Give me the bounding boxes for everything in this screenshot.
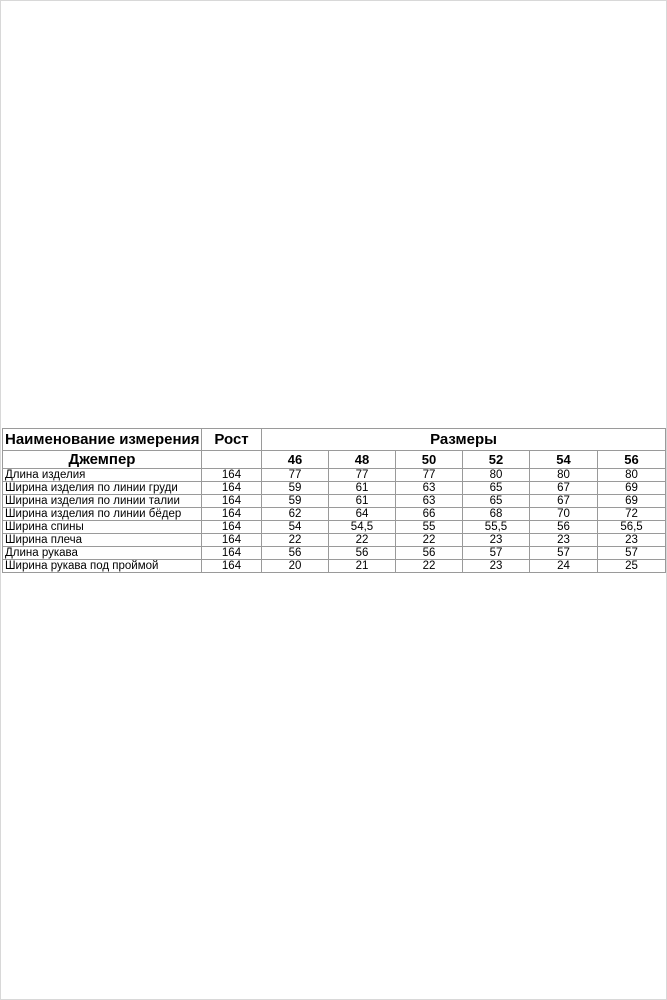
size-value: 80 [598, 469, 666, 482]
size-label: 52 [463, 451, 530, 469]
height-value: 164 [202, 534, 262, 547]
size-value: 77 [262, 469, 329, 482]
measure-label: Ширина изделия по линии груди [3, 482, 202, 495]
height-value: 164 [202, 508, 262, 521]
size-value: 22 [329, 534, 396, 547]
size-label: 48 [329, 451, 396, 469]
size-value: 22 [396, 534, 463, 547]
measure-label: Ширина изделия по линии бёдер [3, 508, 202, 521]
size-value: 63 [396, 495, 463, 508]
measure-label: Ширина изделия по линии талии [3, 495, 202, 508]
size-value: 24 [530, 560, 598, 573]
size-value: 69 [598, 482, 666, 495]
table-row [3, 560, 666, 573]
size-value: 23 [530, 534, 598, 547]
empty-height-cell [202, 451, 262, 469]
size-value: 61 [329, 495, 396, 508]
table-subheader-row [3, 451, 666, 469]
size-value: 23 [463, 560, 530, 573]
size-value: 55 [396, 521, 463, 534]
height-value: 164 [202, 521, 262, 534]
size-value: 64 [329, 508, 396, 521]
size-value: 23 [598, 534, 666, 547]
size-value: 72 [598, 508, 666, 521]
size-value: 22 [396, 560, 463, 573]
size-value: 80 [463, 469, 530, 482]
table-row [3, 521, 666, 534]
size-label: 46 [262, 451, 329, 469]
size-value: 59 [262, 482, 329, 495]
height-value: 164 [202, 560, 262, 573]
size-value: 70 [530, 508, 598, 521]
size-value: 61 [329, 482, 396, 495]
table-row [3, 482, 666, 495]
table-header-row [3, 429, 666, 451]
measure-label: Ширина плеча [3, 534, 202, 547]
size-value: 54,5 [329, 521, 396, 534]
table-row [3, 547, 666, 560]
size-value: 22 [262, 534, 329, 547]
size-value: 56 [530, 521, 598, 534]
size-value: 68 [463, 508, 530, 521]
size-value: 54 [262, 521, 329, 534]
size-value: 65 [463, 495, 530, 508]
size-value: 65 [463, 482, 530, 495]
size-value: 63 [396, 482, 463, 495]
height-value: 164 [202, 482, 262, 495]
size-value: 55,5 [463, 521, 530, 534]
measure-label: Ширина рукава под проймой [3, 560, 202, 573]
table-row [3, 495, 666, 508]
size-value: 25 [598, 560, 666, 573]
size-value: 67 [530, 482, 598, 495]
size-value: 59 [262, 495, 329, 508]
size-chart-table [2, 428, 666, 573]
size-value: 57 [598, 547, 666, 560]
size-value: 57 [530, 547, 598, 560]
height-value: 164 [202, 547, 262, 560]
size-value: 23 [463, 534, 530, 547]
size-value: 56 [262, 547, 329, 560]
size-label: 50 [396, 451, 463, 469]
measure-label: Длина рукава [3, 547, 202, 560]
size-value: 21 [329, 560, 396, 573]
height-value: 164 [202, 469, 262, 482]
size-value: 20 [262, 560, 329, 573]
size-value: 69 [598, 495, 666, 508]
size-value: 56 [329, 547, 396, 560]
height-value: 164 [202, 495, 262, 508]
measure-label: Длина изделия [3, 469, 202, 482]
size-value: 67 [530, 495, 598, 508]
table-row [3, 508, 666, 521]
measure-label: Ширина спины [3, 521, 202, 534]
table-row [3, 534, 666, 547]
size-label: 54 [530, 451, 598, 469]
size-value: 62 [262, 508, 329, 521]
product-name: Джемпер [3, 451, 202, 469]
size-value: 66 [396, 508, 463, 521]
header-height: Рост [202, 429, 262, 451]
size-value: 77 [396, 469, 463, 482]
header-measure: Наименование измерения [3, 429, 202, 451]
size-value: 77 [329, 469, 396, 482]
size-label: 56 [598, 451, 666, 469]
size-value: 56 [396, 547, 463, 560]
header-sizes: Размеры [262, 429, 666, 451]
table-row [3, 469, 666, 482]
size-value: 80 [530, 469, 598, 482]
size-value: 56,5 [598, 521, 666, 534]
size-value: 57 [463, 547, 530, 560]
